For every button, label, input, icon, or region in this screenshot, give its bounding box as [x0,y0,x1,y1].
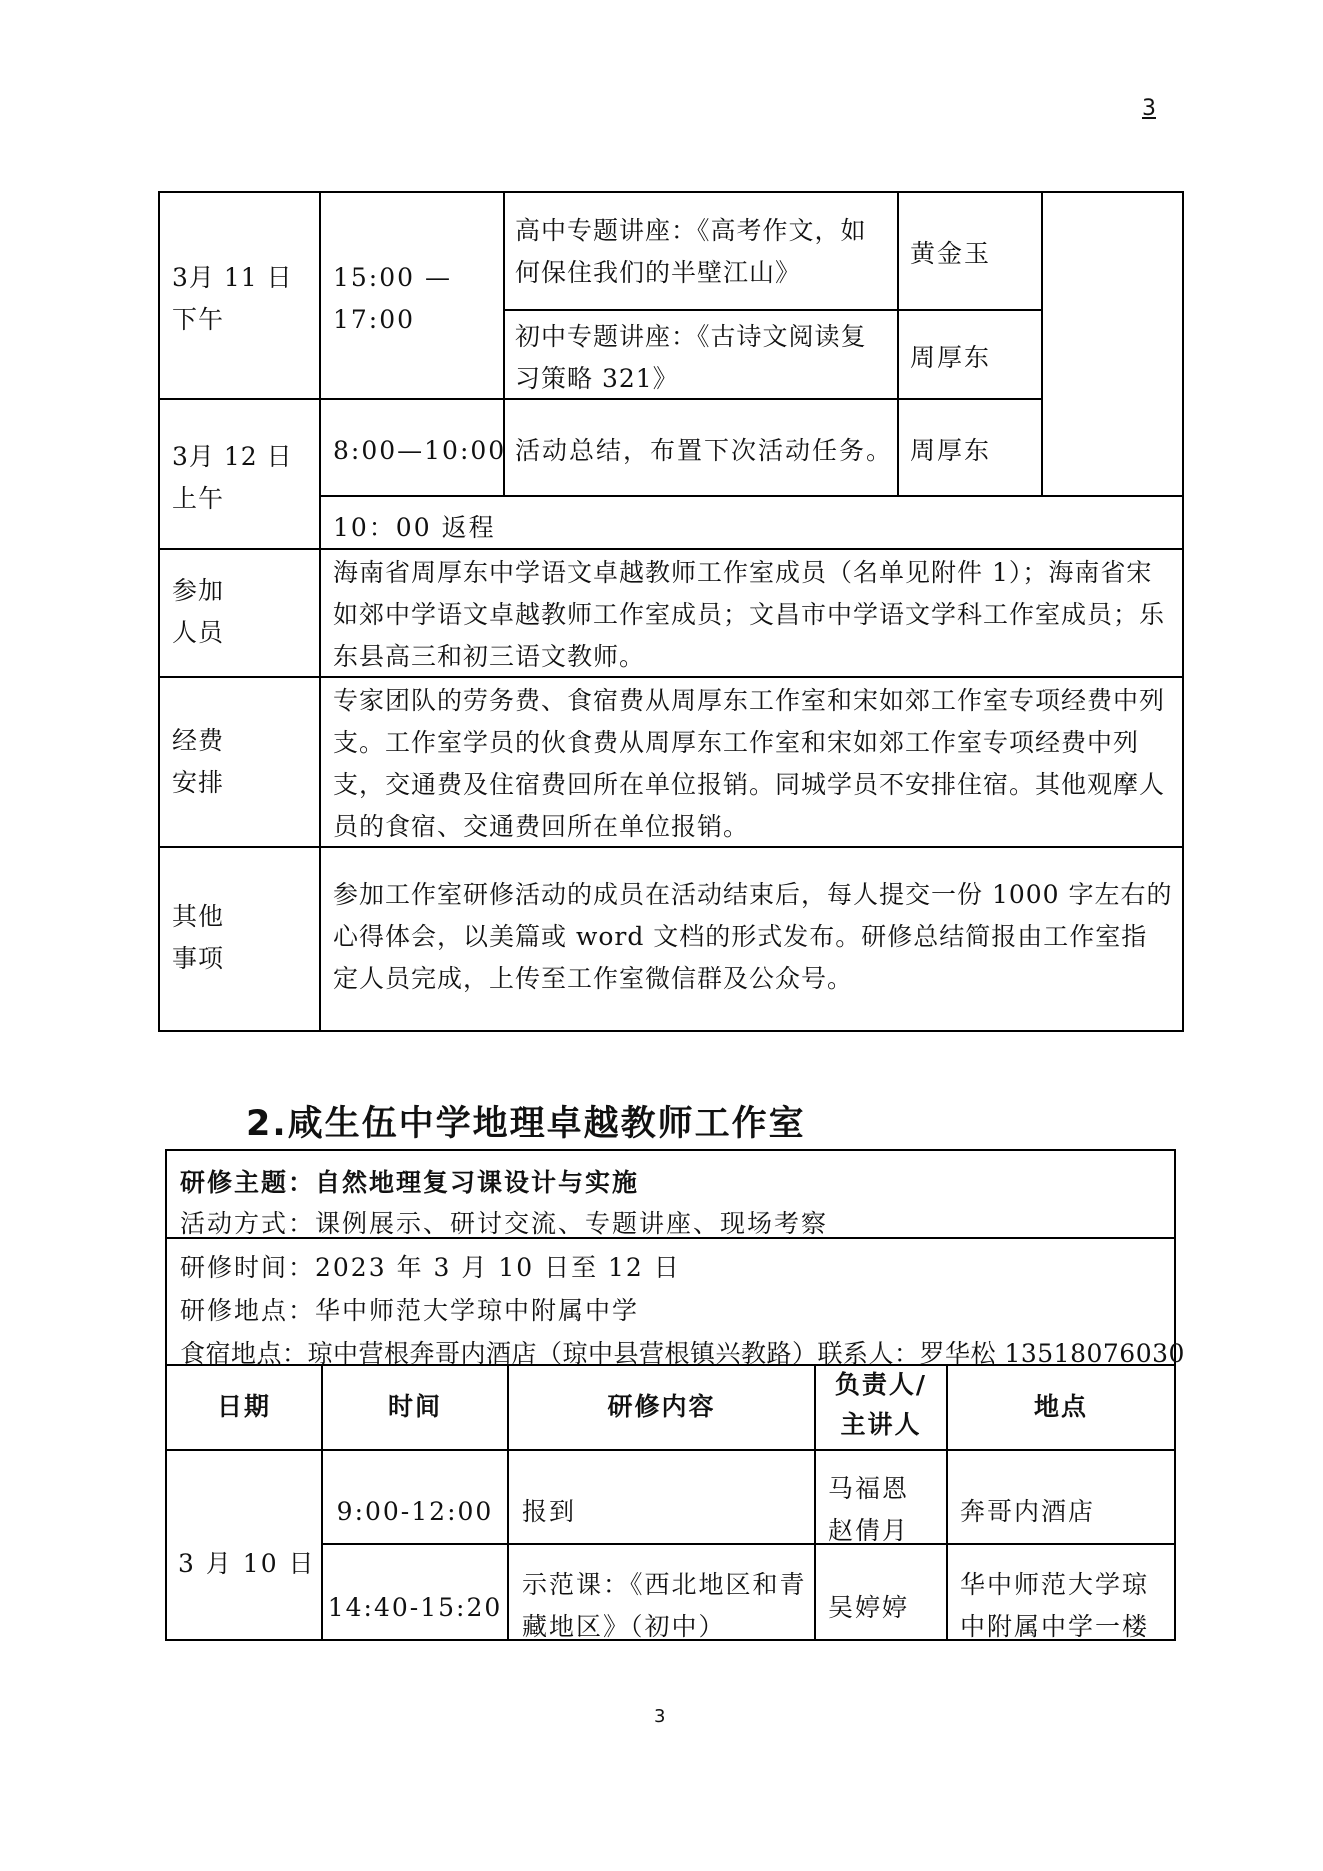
presenter-cell: 周厚东 [910,436,992,465]
content-cell: 藏地区》（初中） [522,1612,726,1641]
study-place: 研修地点：华中师范大学琼中附属中学 [180,1296,640,1325]
presenter-cell: 赵倩月 [828,1516,910,1545]
header-person-1: 负责人/ [834,1370,928,1399]
participants-text: 海南省周厚东中学语文卓越教师工作室成员（名单见附件 1）；海南省宋如郊中学语文卓越教师工作室成员；文昌市中学语文学科工作室成员；乐东县高三和初三语文教师。 [333,558,1166,671]
other-text: 参加工作室研修活动的成员在活动结束后，每人提交一份 1000 字左右的心得体会，以美篇或 word 文档的形式发布。研修总结简报由工作室指定人员完成，上传至工作室微信群及公众号。 [333,880,1173,993]
theme-label: 研修主题： [180,1168,316,1197]
location-cell: 华中师范大学琼 [960,1570,1150,1599]
time-cell: 9:00-12:00 [336,1497,494,1526]
participants-label: 参加人员 [172,576,225,647]
presenter-cell: 黄金玉 [910,239,992,268]
page-number-bottom: 3 [654,1706,666,1727]
header-location: 地点 [1033,1392,1088,1421]
header-time: 时间 [387,1392,442,1421]
date-cell: 3月 11 日下午 [172,263,293,334]
content-cell: 报到 [522,1497,577,1526]
time-cell: 8:00—10:00 [333,436,507,465]
time-cell: 14:40-15:20 [327,1593,503,1622]
content-cell: 初中专题讲座：《古诗文阅读复习策略 321》 [515,322,867,393]
lodging-info: 食宿地点：琼中营根奔哥内酒店（琼中县营根镇兴教路）联系人：罗华松 13518076030 [180,1339,1185,1368]
funding-text: 专家团队的劳务费、食宿费从周厚东工作室和宋如郊工作室专项经费中列支。工作室学员的伙食费从周厚东工作室和宋如郊工作室专项经费中列支，交通费及住宿费回所在单位报销。同城学员不安排住宿。其他观摩人员的食宿、交通费回所在单位报销。 [333,686,1166,841]
page-number-top: 3 [1142,96,1156,121]
theme-title: 自然地理复习课设计与实施 [315,1168,640,1197]
content-cell: 示范课：《西北地区和青 [522,1570,807,1599]
study-time: 研修时间：2023 年 3 月 10 日至 12 日 [180,1253,681,1282]
date-cell: 3月 12 日上午 [172,442,293,513]
header-person-2: 主讲人 [840,1410,922,1439]
time-cell: 15:00 — 17:00 [333,263,452,334]
presenter-cell: 马福恩 [828,1474,910,1503]
content-cell: 活动总结，布置下次活动任务。 [515,436,894,465]
date-cell: 3 月 10 日 [178,1549,316,1578]
header-date: 日期 [216,1392,271,1421]
presenter-cell: 吴婷婷 [828,1593,910,1622]
presenter-cell: 周厚东 [910,343,992,372]
header-content: 研修内容 [607,1392,716,1421]
content-cell: 高中专题讲座：《高考作文，如何保住我们的半壁江山》 [515,216,867,287]
location-cell: 中附属中学一楼 [960,1612,1150,1641]
location-cell: 奔哥内酒店 [960,1497,1096,1526]
funding-label: 经费安排 [172,726,225,797]
activity-method: 活动方式：课例展示、研讨交流、专题讲座、现场考察 [180,1209,829,1238]
other-label: 其他事项 [172,902,225,973]
return-note: 10：00 返程 [333,513,496,542]
section-heading: 2.咸生伍中学地理卓越教师工作室 [246,1104,806,1144]
